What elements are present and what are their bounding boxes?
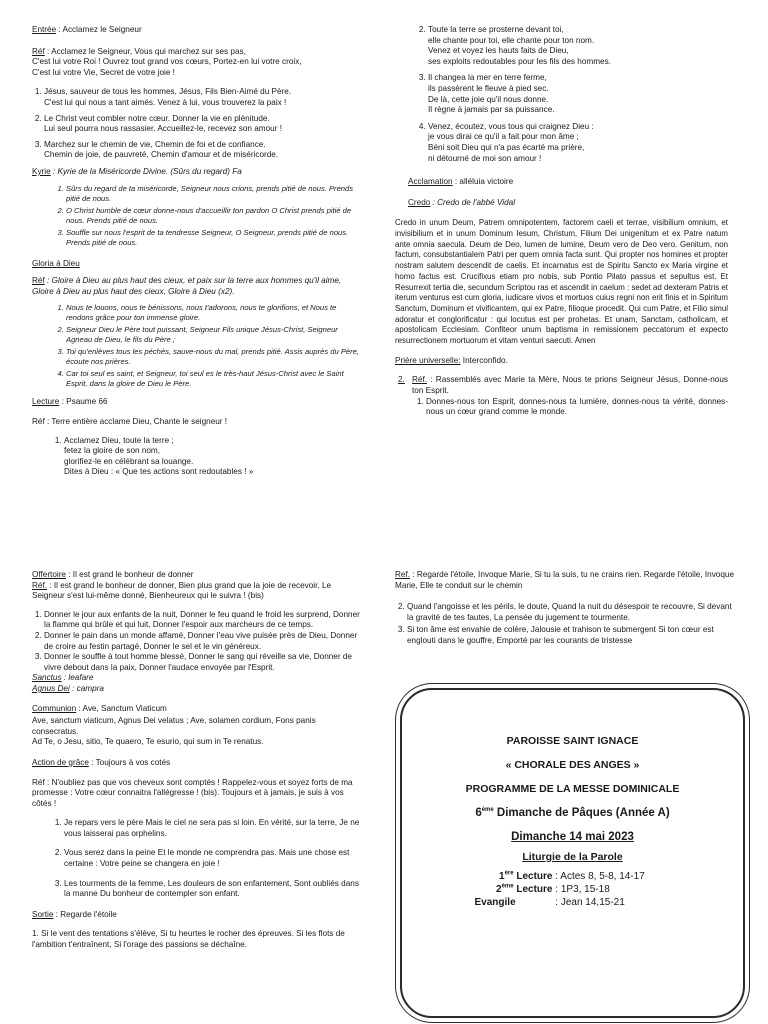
cover-content (402, 734, 743, 909)
verse-line: ils passèrent le fleuve à pied sec. (428, 83, 549, 93)
action-heading (32, 758, 362, 769)
communion-title: : Ave, Sanctum Viaticum (76, 703, 167, 713)
offertoire-refrain-text: : Il est grand le bonheur de donner, Bien plus grand que la joie de recevoir. Le Seigneur s'est lui-même donné, Bienheureux qui le suivra ! (bis) (32, 580, 332, 601)
reading-label (463, 870, 553, 883)
reading-number: 1 (499, 871, 505, 882)
reading-label (463, 883, 553, 896)
lecture-verses-1 (32, 436, 362, 478)
verse-line: 2. Le Christ veut combler notre cœur. Donner la vie en plénitude. (44, 113, 270, 123)
kyrie-verses (32, 184, 362, 248)
reading-item (463, 870, 683, 883)
verse-line: 1. Acclamez Dieu, toute la terre ; (64, 435, 174, 445)
lecture-heading (32, 397, 362, 408)
priere-verses (410, 397, 728, 418)
sortie-label: Sortie (32, 909, 54, 919)
list-item: 2. Seigneur Dieu le Père tout puissant, Seigneur Fils unique Jésus-Christ, Seigneur Agneau de Dieu, le fils du Père ; (66, 325, 362, 345)
list-item (64, 436, 362, 478)
priere-refrain-text: : Rassemblés avec Marie ta Mère, Nous te prions Seigneur Jésus, Donne-nous ton Esprit. (412, 375, 728, 395)
sanctus-label: Sanctus (32, 673, 62, 683)
offertoire-verses (32, 610, 362, 674)
bottom-left-column (32, 570, 362, 951)
list-item: 3. Souffle sur nous l'esprit de ta tendresse Seigneur, O Seigneur, prends pitié de nous. Prends pitié de nous. (66, 228, 362, 248)
kyrie-label: Kyrie (32, 166, 51, 176)
sunday-text: Dimanche de Pâques (Année A) (493, 807, 670, 819)
entree-heading (32, 25, 362, 36)
list-item (428, 73, 728, 115)
credo-title: : Credo de l'abbé Vidal (430, 197, 516, 207)
reading-value: : 1P3, 15-18 (552, 884, 610, 895)
top-left-column (32, 25, 362, 480)
entree-refrain (32, 47, 362, 79)
list-item: 1. Donnes-nous ton Esprit, donnes-nous ta lumière, donnes-nous ta vérité, donnes-nous un cœur grand comme le monde. (426, 397, 728, 418)
credo-text: Credo in unum Deum, Patrem omnipotentem, factorem caeli et terrae, visibilium omnium, et invisibilium et in unum Dominum Iesum, Christum, Filium Dei unigenitum et ex Patre natum ante omnia saecula. Deum de Deo, lumen de lumine, Deum vero de Deo vero. Genitum, non factum, consubstantialem Patri per quem omnia facta sunt. Qui propter nos homines et propter nostram salutem descendit de caelis. Et incarnatus est de Spiritu Sancto ex Maria virgine et homo factus est. Crucifixus etiam pro nobis, sub Pontio Pilato passus et sepultus est. Et Resurrexit tertia die, secundum Scriptou ras et ascendit in caelum : sedet ad dexteram Patris et iterum venturus est cum gloria, iudicare vivos et mortuos cuius regni non erit finis et in Spiritum Sanctum, Dominum et vivificantem, qui ex Patre, filioque procedit. Qui cum Patre, et Filio simul adoratur et conglorificatur : qui locutus est per prohetas. Et unam, Sanctam, catholicam, et apostolicam Ecclesiam. Confiteor unum baptisma in remissionem peccatorum et expecto resurrectionem mortuorum et vitam venturi saecuti. Amen (395, 218, 728, 346)
agnus-label: Agnus Dei (32, 683, 70, 693)
sanctus-title: : leafare (61, 673, 94, 683)
priere-refrain-label: Réf. (412, 375, 428, 385)
sortie-heading (32, 910, 362, 921)
reading-value: : Jean 14,15-21 (552, 897, 625, 908)
reading-label-text: Lecture (513, 871, 553, 882)
verse-line: 3. Marchez sur le chemin de vie, Chemin de foi et de confiance. (44, 139, 266, 149)
priere-refrain (398, 375, 728, 396)
gloria-heading: Gloria à Dieu (32, 258, 80, 268)
reading-label (463, 896, 553, 909)
communion-label: Communion (32, 703, 77, 713)
priere-label: Prière universelle: (395, 355, 461, 365)
action-refrain: Réf : N'oubliez pas que vos cheveux sont comptés ! Rappelez-vous et soyez forts de ma promesse : Votre cœur connaitra l'allégresse ! (bis). Toujours et à jamais, je suis à vos côtés ! (32, 777, 353, 808)
verse-line: De là, cette joie qu'il nous donne. (428, 94, 549, 104)
list-item: 2. Quand l'angoisse et les périls, le doute, Quand la nuit du désespoir te recouvre, Si devant la gravité de tes fautes, La pensée du jugement te tourmente. (407, 602, 735, 623)
lecture-verses-2 (408, 25, 728, 164)
action-title: : Toujours à vos cotés (88, 757, 171, 767)
lecture-label: Lecture (32, 397, 60, 407)
verse-line: Béni soit Dieu qui n'a pas écarté ma prière, (428, 142, 585, 152)
gloria-refrain-label: Réf (32, 276, 45, 286)
verse-line: C'est lui qui nous a tant aimés. Venez à lui, vous trouverez la paix ! (44, 97, 287, 107)
verse-line: Chemin de joie, de pauvreté, Chemin d'amour et de miséricorde. (44, 150, 279, 160)
entree-refrain-label: Réf (32, 46, 45, 56)
verse-line: 3. Il changea la mer en terre ferme, (428, 73, 547, 83)
sortie-verses (395, 602, 735, 646)
sunday-suffix: ème (481, 807, 494, 814)
kyrie-title: : Kyrie de la Miséricorde Divine. (Sûrs du regard) Fa (50, 166, 242, 176)
mass-date: Dimanche 14 mai 2023 (511, 831, 634, 843)
entree-refrain-line: C'est lui votre Roi ! Ouvrez tout grand vos cœurs, Portez-en lui votre croix, (32, 57, 302, 67)
list-item: 1. Je repars vers le père Mais le ciel ne sera pas si loin. En vérité, sur la terre, Je ne vous laisserai pas orphelins. (64, 818, 362, 839)
cover-frame (400, 688, 745, 1018)
offertoire-label: Offertoire (32, 570, 66, 579)
list-item: 3. Toi qu'enlèves tous les péchés, sauve-nous du mal, prends pitié. Assis auprès du Père, écoute nos prières. (66, 347, 362, 367)
action-verses (32, 818, 362, 900)
sunday-number: 6 (475, 807, 482, 819)
acclamation-title: : alléluia victoire (452, 177, 514, 187)
verse-line: elle chante pour toi, elle chante pour ton nom. (428, 35, 595, 45)
entree-label: Entrée (32, 25, 57, 34)
verse-line: glorifiez-le en célébrant sa louange. (64, 456, 194, 466)
communion-heading (32, 704, 362, 715)
verse-line: je vous dirai ce qu'il a fait pour mon âme ; (428, 132, 579, 142)
liturgy-title: Liturgie de la Parole (522, 851, 623, 863)
verse-line: 4. Venez, écoutez, vous tous qui craignez Dieu : (428, 121, 594, 131)
parish-name: PAROISSE SAINT IGNACE (506, 735, 639, 747)
list-item: 3. Si ton âme est envahie de colère, Jalousie et trahison te submergent Si ton cœur est englouti dans le gouffre, Emporté par les courants de tristesse (407, 625, 735, 646)
reading-suffix: ème (501, 883, 514, 890)
choir-name: « CHORALE DES ANGES » (505, 759, 640, 771)
top-right-column (395, 25, 728, 420)
reading-value: : Actes 8, 5-8, 14-17 (552, 871, 645, 882)
entree-verses (32, 87, 362, 161)
offertoire-heading (32, 570, 362, 581)
list-item (44, 87, 362, 108)
list-item: 2. Vous serez dans la peine Et le monde ne comprendra pas. Mais une chose est certaine : Votre peine se changera en joie ! (64, 848, 362, 869)
offertoire-refrain-label: Réf. (32, 580, 48, 590)
verse-line: 2. Toute la terre se prosterne devant toi, (428, 25, 564, 34)
sunday-title (402, 806, 743, 820)
agnus-line (32, 684, 362, 695)
entree-refrain-line: C'est lui votre Vie, Secret de votre joie ! (32, 67, 175, 77)
gloria-refrain (32, 276, 362, 297)
list-item: 1. Donner le jour aux enfants de la nuit, Donner le feu quand le froid les surprend, Donner la flamme qui brûle et qui luit, Donner l'espoir aux marcheurs de ce temps. (44, 610, 362, 631)
reading-item (463, 896, 683, 909)
list-item: 1. Nous te louons, nous te bénissons, nous t'adorons, nous te glorifions, et Nous te rendons grâce pour ton immense gloire. (66, 303, 362, 323)
list-item: 3. Donner le souffle à tout homme blessé, Donner le sang qui réveille sa vie, Donner de vivre debout dans la paix, Donner l'audace envoyée par l'Esprit. (44, 652, 362, 673)
priere-heading (395, 356, 728, 367)
priere-refrain-number: 2. (398, 375, 405, 385)
lecture-refrain: Réf : Terre entière acclame Dieu, Chante le seigneur ! (32, 416, 228, 426)
entree-refrain-line: : Acclamez le Seigneur, Vous qui marchez sur ses pas, (44, 46, 246, 56)
action-label: Action de grâce (32, 757, 89, 767)
communion-line: Ave, sanctum viaticum, Agnus Dei velatus ; Ave, solamen cordium, Fons panis consecratus. (32, 716, 316, 736)
priere-refrain-body (412, 375, 728, 396)
acclamation-label: Acclamation (408, 177, 453, 187)
sanctus-line (32, 673, 362, 684)
list-item (428, 122, 728, 164)
agnus-title: : campra (69, 683, 104, 693)
readings-list (463, 870, 683, 909)
gloria-refrain-text: : Gloire à Dieu au plus haut des cieux, et paix sur la terre aux hommes qu'il aime, Gloire à Dieu au plus haut des cieux, Gloire à Dieu (x2). (32, 276, 342, 296)
verse-line: Venez et voyez les hauts faits de Dieu, (428, 46, 569, 56)
lecture-title: : Psaume 66 (59, 397, 108, 407)
sortie-refrain-text: : Regarde l'étoile, Invoque Marie, Si tu la suis, tu ne crains rien. Regarde l'étoile, Invoque Marie, Elle te conduit sur le chemin (395, 570, 735, 590)
offertoire-refrain (32, 581, 362, 602)
sortie-verse: 1. Si le vent des tentations s'élève, Si tu heurtes le rocher des épreuves. Si les flots de l'ambition t'entraînent, Si l'orage des passions se déchaîne. (32, 929, 345, 950)
sortie-refrain (395, 570, 735, 591)
kyrie-heading (32, 167, 362, 178)
verse-line: ni détourné de moi son amour ! (428, 153, 542, 163)
reading-suffix: ère (504, 870, 514, 877)
bottom-right-column (395, 570, 735, 649)
credo-label: Credo (408, 197, 431, 207)
offertoire-title: : Il est grand le bonheur de donner (65, 570, 194, 579)
sortie-refrain-label: Ref. (395, 570, 411, 579)
communion-line: Ad Te, o Jesu, sitio, Te quaero, Te esurio, qui sum in Te renatus. (32, 737, 264, 747)
verse-line: Dites à Dieu : « Que tes actions sont redoutables ! » (64, 467, 254, 477)
credo-heading (408, 198, 728, 209)
verse-line: 1. Jésus, sauveur de tous les hommes, Jésus, Fils Bien-Aimé du Père. (44, 87, 292, 97)
list-item: 2. Donner le pain dans un monde affamé, Donner l'eau vive puisée près de Dieu, Donner de croire au festin partagé, Donner le sel et le vin généreux. (44, 631, 362, 652)
sortie-title: : Regarde l'étoile (53, 909, 117, 919)
verse-line: Lui seul pourra nous rassasier. Accueillez-le, recevez son amour ! (44, 124, 283, 134)
list-item (44, 114, 362, 135)
programme-title: PROGRAMME DE LA MESSE DOMINICALE (465, 783, 680, 795)
acclamation-heading (408, 177, 728, 188)
reading-label-text: Evangile (474, 897, 516, 908)
verse-line: ses exploits redoutables pour les fils des hommes. (428, 56, 611, 66)
gloria-verses (32, 303, 362, 389)
reading-item (463, 883, 683, 896)
verse-line: fetez la gloire de son nom, (64, 446, 161, 456)
priere-title: Interconfido. (460, 355, 508, 365)
list-item (44, 140, 362, 161)
reading-number: 2 (496, 884, 502, 895)
list-item: 4. Car toi seul es saint, et Seigneur, toi seul es le très-haut Jésus-Christ avec le Saint Esprit, dans la gloire de Dieu le Père. (66, 369, 362, 389)
list-item: 2. O Christ humble de cœur donne-nous d'accueillir ton pardon O Christ prends pitié de nous. Prends pitié de nous. (66, 206, 362, 226)
verse-line: Il règne à jamais par sa puissance. (428, 105, 555, 115)
reading-label-text: Lecture (513, 884, 553, 895)
list-item: 3. Les tourments de la femme, Les douleurs de son enfantement, Sont oubliés dans la manne Du bonheur de contempler son enfant. (64, 879, 362, 900)
list-item (428, 25, 728, 67)
entree-title: : Acclamez le Seigneur (56, 25, 142, 34)
list-item: 1. Sûrs du regard de ta miséricorde, Seigneur nous crions, prends pitié de nous. Prends pitié de nous. (66, 184, 362, 204)
